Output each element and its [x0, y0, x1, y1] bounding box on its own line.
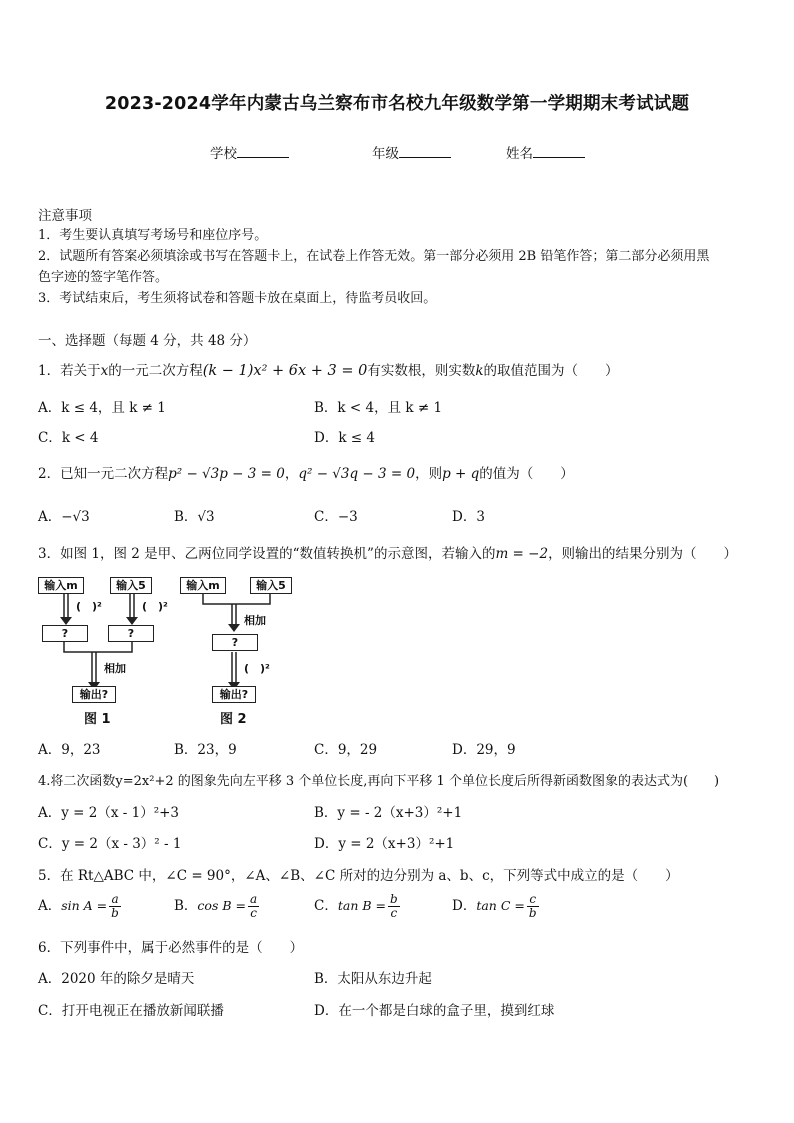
option-label: D． [452, 898, 477, 914]
fig2-add-label: 相加 [244, 614, 266, 627]
q1-equation: (k − 1)x² + 6x + 3 = 0 [202, 363, 368, 379]
page-title: 2023-2024学年内蒙古乌兰察布市名校九年级数学第一学期期末考试试题 [104, 94, 690, 114]
q4-option-b[interactable]: B．y = - 2（x+3）²+1 [314, 805, 463, 821]
section-heading: 一、选择题（每题 4 分，共 48 分） [38, 333, 257, 349]
q3-option-d[interactable]: D．29，9 [452, 742, 516, 758]
numerator: b [389, 892, 398, 906]
grade-label: 年级 [372, 146, 399, 162]
q5-option-a[interactable] [38, 893, 123, 920]
q1-option-c[interactable]: C．k < 4 [38, 430, 99, 446]
q3-option-c[interactable]: C．9，29 [314, 742, 378, 758]
q2-option-d[interactable]: D．3 [452, 509, 485, 525]
q6-option-c[interactable]: C．打开电视正在播放新闻联播 [38, 1003, 224, 1019]
q3-option-b[interactable]: B．23，9 [174, 742, 237, 758]
q2-text: 2．已知一元二次方程 [38, 466, 169, 482]
fig2-output: 输出? [212, 686, 256, 703]
question-4: 4.将二次函数y=2x²+2 的图象先向左平移 3 个单位长度,再向下平移 1 个单位长度后所得新函数图象的表达式为( ) [38, 774, 720, 789]
denominator: c [390, 906, 398, 920]
fig1-output: 输出? [72, 686, 116, 703]
fig1-caption: 图 1 [84, 712, 111, 727]
q3-expression: m = −2 [495, 546, 549, 562]
numerator: a [109, 893, 121, 907]
fig1-result-box: ? [108, 625, 154, 642]
q1-text: 1．若关于 [38, 363, 101, 379]
denominator: b [528, 906, 537, 920]
fig2-input-5: 输入5 [250, 577, 292, 594]
function-name: sin A = [61, 898, 108, 913]
function-name: tan B = [337, 898, 386, 913]
fig2-square-label: ( )² [244, 662, 270, 675]
fraction [109, 893, 121, 920]
q1-option-d[interactable]: D．k ≤ 4 [314, 430, 375, 446]
q2-equation: p² − √3p − 3 = 0 [168, 466, 285, 482]
fraction [248, 893, 259, 920]
fig2-result-box: ? [212, 634, 258, 651]
q3-option-a[interactable]: A．9，23 [38, 742, 101, 758]
function-name: tan C = [476, 898, 525, 913]
numerator: c [527, 893, 539, 907]
q1-option-a[interactable]: A．k ≤ 4，且 k ≠ 1 [38, 400, 166, 416]
fig1-input-5: 输入5 [110, 577, 152, 594]
fraction [527, 893, 539, 920]
q3-text: 3．如图 1，图 2 是甲、乙两位同学设置的“数值转换机”的示意图，若输入的 [38, 546, 496, 562]
notice-heading: 注意事项 [38, 208, 92, 224]
q6-option-a[interactable]: A．2020 年的除夕是晴天 [38, 971, 195, 987]
fig1-input-m: 输入m [38, 577, 84, 594]
q4-option-c[interactable]: C．y = 2（x - 3）² - 1 [38, 836, 182, 852]
q1-text: 的一元二次方程 [108, 363, 203, 379]
q6-option-b[interactable]: B．太阳从东边升起 [314, 971, 432, 987]
question-6: 6．下列事件中，属于必然事件的是（ ） [38, 940, 304, 956]
q2-equation: q² − √3q − 3 = 0 [298, 466, 416, 482]
fig2-caption: 图 2 [220, 712, 247, 727]
q1-text: 的取值范围为（ ） [483, 363, 619, 379]
q2-text: ，则 [415, 466, 443, 482]
q2-option-a[interactable]: A．−√3 [38, 509, 90, 525]
q1-var: x [100, 363, 109, 379]
q6-option-d[interactable]: D．在一个都是白球的盒子里，摸到红球 [314, 1003, 555, 1019]
notice-item: 2．试题所有答案必须填涂或书写在答题卡上，在试卷上作答无效。第一部分必须用 2B 铅笔作答；第二部分必须用黑 [38, 249, 710, 264]
q2-option-b[interactable]: B．√3 [174, 509, 215, 525]
option-label: C． [314, 898, 338, 914]
q5-option-b[interactable] [174, 893, 261, 920]
fig1-square-label: ( )² [76, 600, 102, 613]
denominator: b [111, 906, 119, 920]
school-label: 学校 [210, 146, 237, 162]
q2-option-c[interactable]: C．−3 [314, 509, 358, 525]
q4-option-a[interactable]: A．y = 2（x - 1）²+3 [38, 805, 180, 821]
q4-option-d[interactable]: D．y = 2（x+3）²+1 [314, 836, 455, 852]
function-name: cos B = [197, 898, 246, 913]
denominator: c [250, 906, 257, 920]
option-label: B． [174, 898, 198, 914]
q1-text: 有实数根，则实数 [367, 363, 476, 379]
fig1-square-label: ( )² [142, 600, 168, 613]
fig2-input-m: 输入m [180, 577, 226, 594]
question-5: 5．在 Rt△ABC 中，∠C = 90°，∠A、∠B、∠C 所对的边分别为 a、b、c，下列等式中成立的是（ ） [38, 868, 679, 884]
q2-text: ， [284, 466, 299, 482]
name-label: 姓名 [506, 146, 533, 162]
numerator: a [249, 892, 258, 906]
notice-item: 1．考生要认真填写考场号和座位序号。 [38, 228, 268, 243]
fig1-result-box: ? [42, 625, 88, 642]
q3-text: ，则输出的结果分别为（ ） [548, 546, 738, 562]
option-label: A． [38, 898, 62, 914]
notice-item: 色字迹的签字笔作答。 [38, 270, 169, 285]
q2-expression: p + q [442, 466, 480, 482]
q5-option-d[interactable] [452, 893, 541, 920]
q5-option-c[interactable] [314, 893, 402, 920]
q1-option-b[interactable]: B．k < 4，且 k ≠ 1 [314, 400, 443, 416]
fraction [388, 893, 400, 920]
fig1-add-label: 相加 [104, 662, 126, 675]
q2-text: 的值为（ ） [479, 466, 574, 482]
notice-item: 3．考试结束后，考生须将试卷和答题卡放在桌面上，待监考员收回。 [38, 291, 437, 306]
q1-var: k [475, 363, 484, 379]
